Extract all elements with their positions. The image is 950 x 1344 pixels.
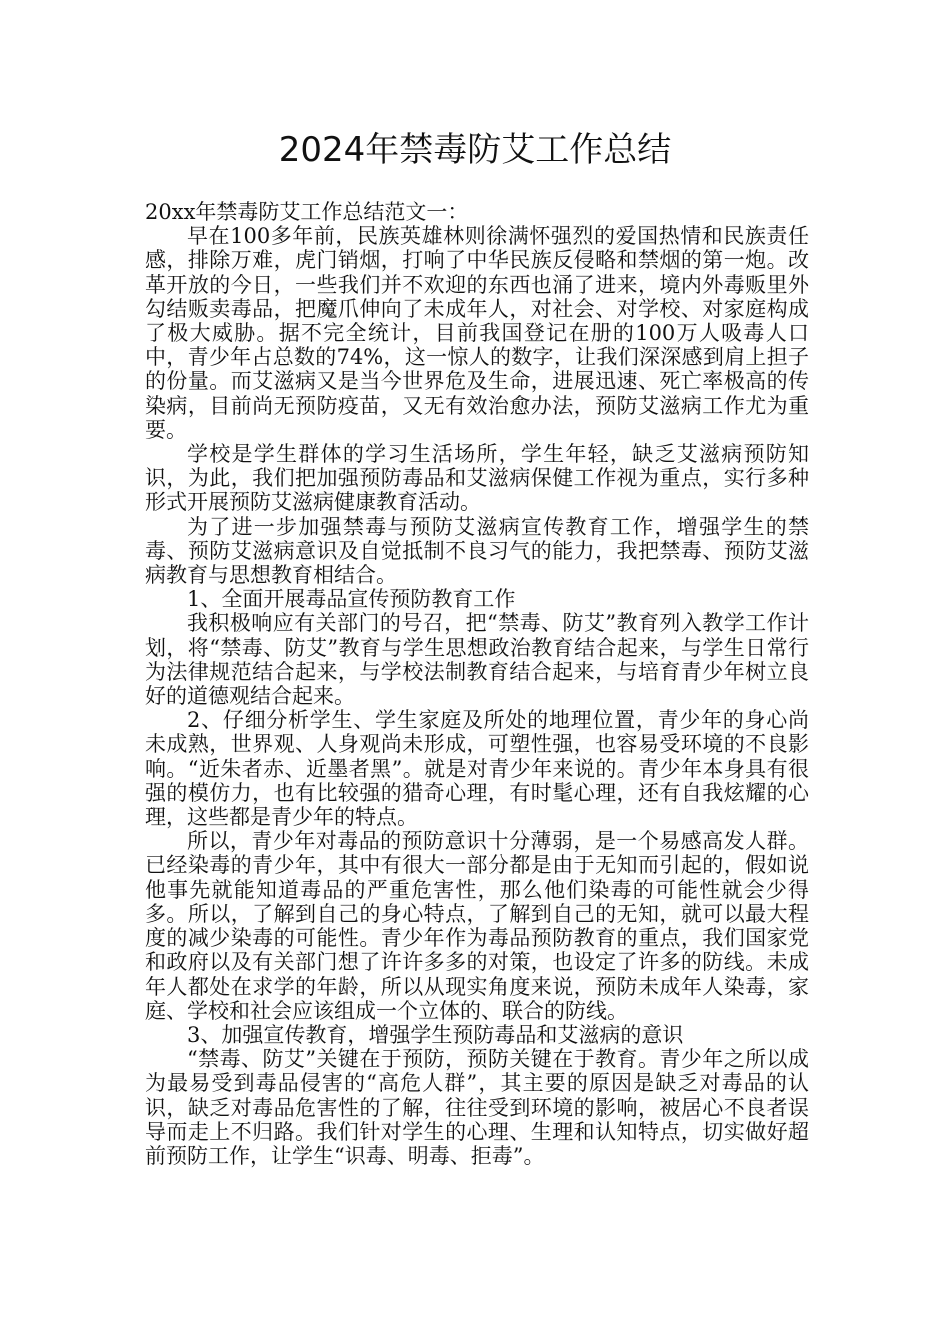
numbered-heading: 3、加强宣传教育，增强学生预防毒品和艾滋病的意识 bbox=[187, 1022, 684, 1047]
paragraph: 我积极响应有关部门的号召，把“禁毒、防艾”教育列入教学工作计划，将“禁毒、防艾”教育与学生思想政治教育结合起来，与学生日常行为法律规范结合起来，与学校法制教育结合起来，与培育青少年树立良好的道德观结合起来。 bbox=[145, 611, 809, 709]
paragraph: 为了进一步加强禁毒与预防艾滋病宣传教育工作，增强学生的禁毒、预防艾滋病意识及自觉抵制不良习气的能力，我把禁毒、预防艾滋病教育与思想教育相结合。 bbox=[145, 514, 809, 588]
numbered-heading: 1、全面开展毒品宣传预防教育工作 bbox=[187, 587, 516, 612]
paragraph: 所以，青少年对毒品的预防意识十分薄弱，是一个易感高发人群。已经染毒的青少年，其中有很大一部分都是由于无知而引起的，假如说他事先就能知道毒品的严重危害性，那么他们染毒的可能性就会少得多。所以，了解到自己的身心特点，了解到自己的无知，就可以最大程度的减少染毒的可能性。青少年作为毒品预防教育的重点，我们国家党和政府以及有关部门想了许许多多的对策，也设定了许多的防线。未成年人都处在求学的年龄，所以从现实角度来说，预防未成年人染毒，家庭、学校和社会应该组成一个立体的、联合的防线。 bbox=[145, 829, 809, 1023]
paragraph: 学校是学生群体的学习生活场所，学生年轻，缺乏艾滋病预防知识，为此，我们把加强预防毒品和艾滋病保健工作视为重点，实行多种形式开展预防艾滋病健康教育活动。 bbox=[145, 442, 809, 515]
section-heading: 20xx年禁毒防艾工作总结范文一： bbox=[145, 200, 469, 224]
document-body bbox=[145, 200, 809, 1168]
paragraph: “禁毒、防艾”关键在于预防，预防关键在于教育。青少年之所以成为最易受到毒品侵害的“高危人群”，其主要的原因是缺乏对毒品的认识，缺乏对毒品危害性的了解，往往受到环境的影响，被居心不良者误导而走上不归路。我们针对学生的心理、生理和认知特点，切实做好超前预防工作，让学生“识毒、明毒、拒毒”。 bbox=[145, 1047, 809, 1168]
paragraph: 2、仔细分析学生、学生家庭及所处的地理位置，青少年的身心尚未成熟，世界观、人身观尚未形成，可塑性强，也容易受环境的不良影响。“近朱者赤、近墨者黑”。就是对青少年来说的。青少年本身具有很强的模仿力，也有比较强的猎奇心理，有时髦心理，还有自我炫耀的心理，这些都是青少年的特点。 bbox=[145, 708, 809, 830]
paragraph: 早在100多年前，民族英雄林则徐满怀强烈的爱国热情和民族责任感，排除万难，虎门销烟，打响了中华民族反侵略和禁烟的第一炮。改革开放的今日，一些我们并不欢迎的东西也涌了进来，境内外毒贩里外勾结贩卖毒品，把魔爪伸向了未成年人，对社会、对学校、对家庭构成了极大威胁。据不完全统计，目前我国登记在册的100万人吸毒人口中，青少年占总数的74%，这一惊人的数字，让我们深深感到肩上担子的份量。而艾滋病又是当今世界危及生命，进展迅速、死亡率极高的传染病，目前尚无预防疫苗，又无有效治愈办法，预防艾滋病工作尤为重要。 bbox=[145, 224, 809, 442]
document-title: 2024年禁毒防艾工作总结 bbox=[278, 130, 672, 170]
